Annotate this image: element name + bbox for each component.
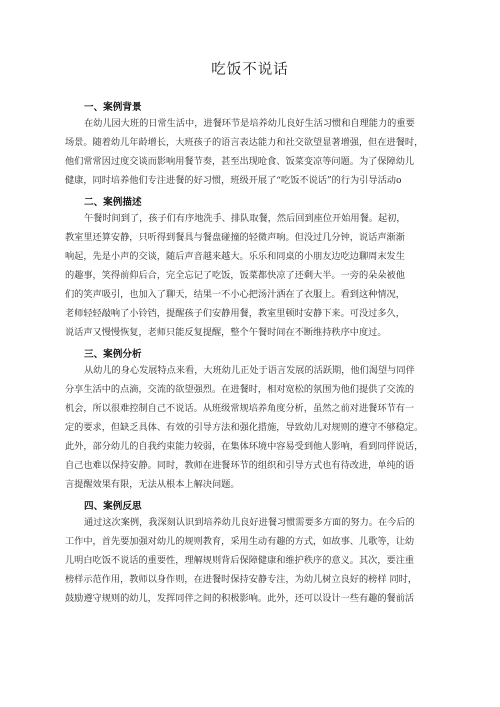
document-title: 吃饭不说话: [211, 62, 289, 78]
section-heading-reflection: 四、案例反思: [84, 501, 142, 512]
text-line: 言提醒效果有限，无法从根本上解决问题。: [65, 479, 240, 490]
text-line: 定的要求，但缺乏具体、有效的引导方法和强化措施，导致幼儿对规则的遵守不够稳定。: [65, 422, 424, 433]
text-line: 分享生活中的点滴，交流的欲望强烈。在进餐时，相对宽松的氛围为他们提供了交流的: [65, 384, 415, 395]
text-line: 机会，所以很难控制自己不说话。从班级常规培养角度分析，虽然之前对进餐环节有一: [65, 403, 415, 414]
section-heading-description: 二、案例描述: [84, 197, 142, 208]
text-line: 榜样示范作用，教师以身作则，在进餐时保持安静专注，为幼儿树立良好的榜样 同时，: [65, 574, 418, 585]
text-line: 健康，同时培养他们专注进餐的好习惯，班级开展了“吃饭不说话”的行为引导活动o: [65, 175, 402, 186]
section-heading-analysis: 三、案例分析: [84, 349, 142, 360]
text-line: 在幼儿园大班的日常生活中，进餐环节是培养幼儿良好生活习惯和自理能力的重要: [84, 118, 415, 129]
text-line: 午餐时间到了，孩子们有序地洗手、排队取餐，然后回到座位开始用餐。起初，: [84, 213, 406, 224]
text-line: 从幼儿的身心发展特点来看，大班幼儿正处于语言发展的活跃期，他们渴望与同伴: [84, 365, 415, 376]
text-line: 儿明白吃饭不说话的重要性，理解规则背后保障健康和维护秩序的意义。其次，要注重: [65, 555, 415, 566]
text-line: 教室里还算安静，只听得到餐具与餐盘碰撞的轻微声响。但没过几分钟，说话声渐渐: [65, 232, 405, 243]
text-line: 此外，部分幼儿的自我约束能力较弱，在集体环境中容易受到他人影响，看到同伴说话，: [65, 441, 424, 452]
text-line: 们的笑声吸引，也加入了聊天，结果一不小心把汤汁洒在了衣服上。看到这种情况，: [65, 289, 405, 300]
section-heading-background: 一、案例背景: [84, 102, 142, 113]
text-line: 说话声又慢慢恢复，老师只能反复提醒，整个午餐时间在不断维持秩序中度过。: [65, 327, 387, 338]
text-line: 他们常常因过度交谈而影响用餐节奏，甚至出现呛食、饭菜变凉等问题。为了保障幼儿: [65, 156, 415, 167]
text-line: 的趣事，笑得前仰后合，完全忘记了吃饭，饭菜都快凉了还剩大半。一旁的朵朵被他: [65, 270, 405, 281]
text-line: 鼓励遵守规则的幼儿，发挥同伴之间的积极影响。此外，还可以设计一些有趣的餐前活: [65, 593, 415, 604]
text-line: 响起，先是小声的交谈，随后声音越来越大。乐乐和同桌的小朋友边吃边聊周末发生: [65, 251, 405, 262]
text-line: 场景。随着幼儿年龄增长，大班孩子的语言表达能力和社交欲望显著增强，但在进餐时，: [65, 137, 424, 148]
text-line: 工作中，首先要加强对幼儿的规则教育，采用生动有趣的方式，如故事、儿歌等，让幼: [65, 536, 415, 547]
text-line: 自己也难以保持安静。同时，教师在进餐环节的组织和引导方式也有待改进，单纯的语: [65, 460, 415, 471]
text-line: 老师轻轻敲响了小铃铛，提醒孩子们安静用餐，教室里顿时安静下来。可没过多久，: [65, 308, 405, 319]
text-line: 通过这次案例，我深刻认识到培养幼儿良好进餐习惯需要多方面的努力。在今后的: [84, 517, 415, 528]
